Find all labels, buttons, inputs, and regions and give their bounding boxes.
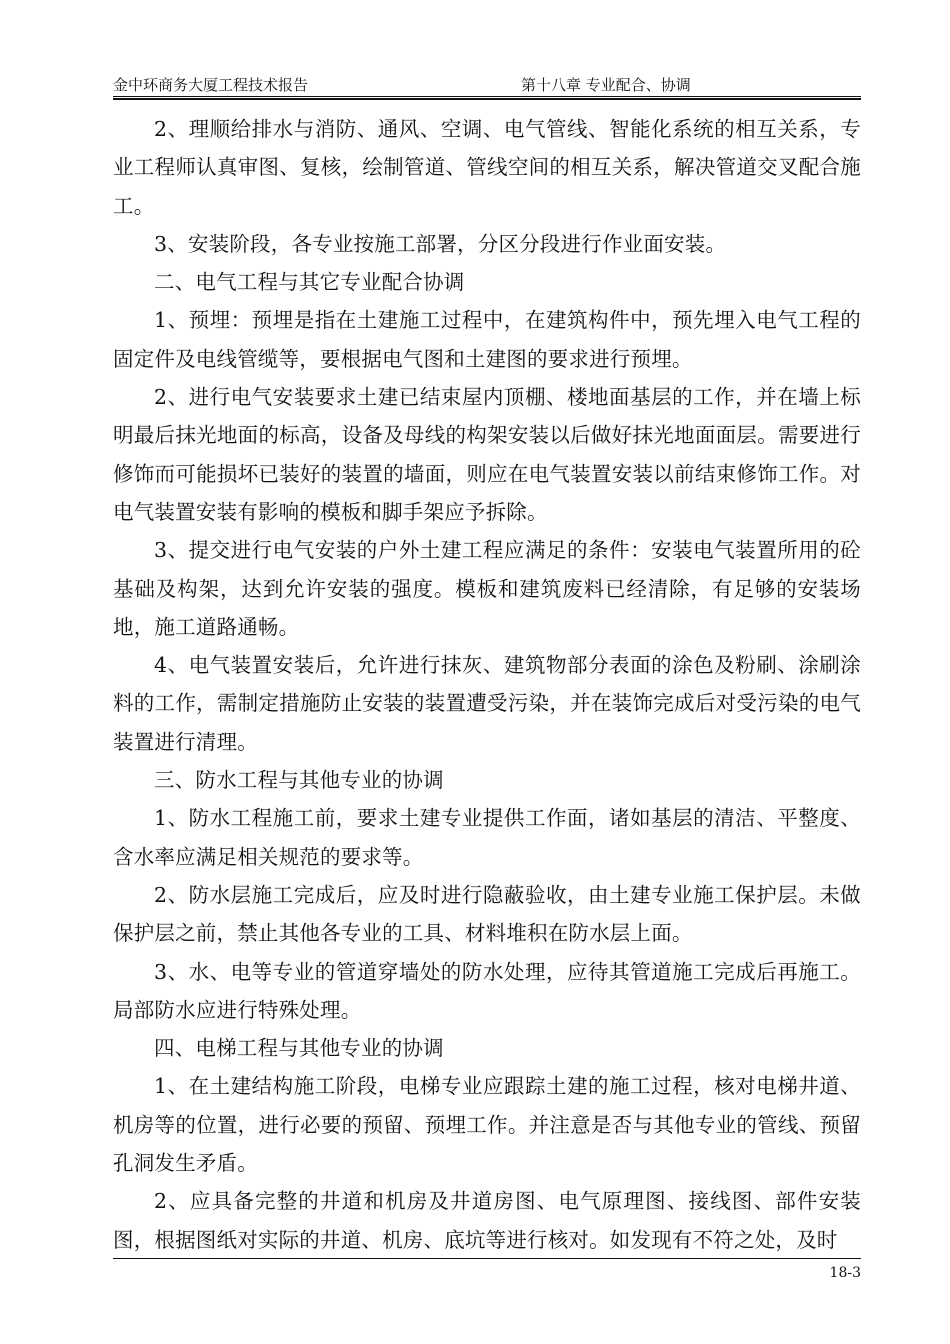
footer-rule [113,1258,861,1259]
paragraph: 4、电气装置安装后，允许进行抹灰、建筑物部分表面的涂色及粉刷、涂刷涂料的工作，需制定措施防止安装的装置遭受污染，并在装饰完成后对受污染的电气装置进行清理。 [113,653,861,754]
paragraph: 2、应具备完整的井道和机房及井道房图、电气原理图、接线图、部件安装图，根据图纸对实际的井道、机房、底坑等进行核对。如发现有不符之处，及时 [113,1189,861,1252]
header-rule [113,96,861,100]
paragraph: 3、提交进行电气安装的户外土建工程应满足的条件：安装电气装置所用的砼基础及构架，达到允许安装的强度。模板和建筑废料已经清除，有足够的安装场地，施工道路通畅。 [113,538,861,639]
page-header [113,68,861,98]
paragraph: 3、安装阶段，各专业按施工部署，分区分段进行作业面安装。 [154,231,727,256]
section-heading: 二、电气工程与其它专业配合协调 [154,270,465,295]
header-report-title: 金中环商务大厦工程技术报告 [113,76,309,94]
paragraph: 2、理顺给排水与消防、通风、空调、电气管线、智能化系统的相互关系，专业工程师认真审图、复核，绘制管道、管线空间的相互关系，解决管道交叉配合施工。 [113,117,861,218]
body-text [113,110,861,1259]
paragraph: 3、水、电等专业的管道穿墙处的防水处理，应待其管道施工完成后再施工。局部防水应进行特殊处理。 [113,959,861,1022]
section-heading: 三、防水工程与其他专业的协调 [154,768,444,793]
paragraph: 2、进行电气安装要求土建已结束屋内顶棚、楼地面基层的工作，并在墙上标明最后抹光地面的标高，设备及母线的构架安装以后做好抹光地面面层。需要进行修饰而可能损坏已装好的装置的墙面，则应在电气装置安装以前结束修饰工作。对电气装置安装有影响的模板和脚手架应予拆除。 [113,385,861,524]
paragraph: 1、防水工程施工前，要求土建专业提供工作面，诸如基层的清洁、平整度、含水率应满足相关规范的要求等。 [113,806,861,869]
section-heading: 四、电梯工程与其他专业的协调 [154,1036,444,1061]
header-chapter-title: 第十八章 专业配合、协调 [521,76,691,94]
paragraph: 1、在土建结构施工阶段，电梯专业应跟踪土建的施工过程，核对电梯井道、机房等的位置，进行必要的预留、预埋工作。并注意是否与其他专业的管线、预留孔洞发生矛盾。 [113,1074,861,1176]
paragraph: 1、预埋：预埋是指在土建施工过程中，在建筑构件中，预先埋入电气工程的固定件及电线管缆等，要根据电气图和土建图的要求进行预埋。 [113,308,861,371]
paragraph: 2、防水层施工完成后，应及时进行隐蔽验收，由土建专业施工保护层。未做保护层之前，禁止其他各专业的工具、材料堆积在防水层上面。 [113,882,861,946]
page-number: 18-3 [829,1265,861,1281]
